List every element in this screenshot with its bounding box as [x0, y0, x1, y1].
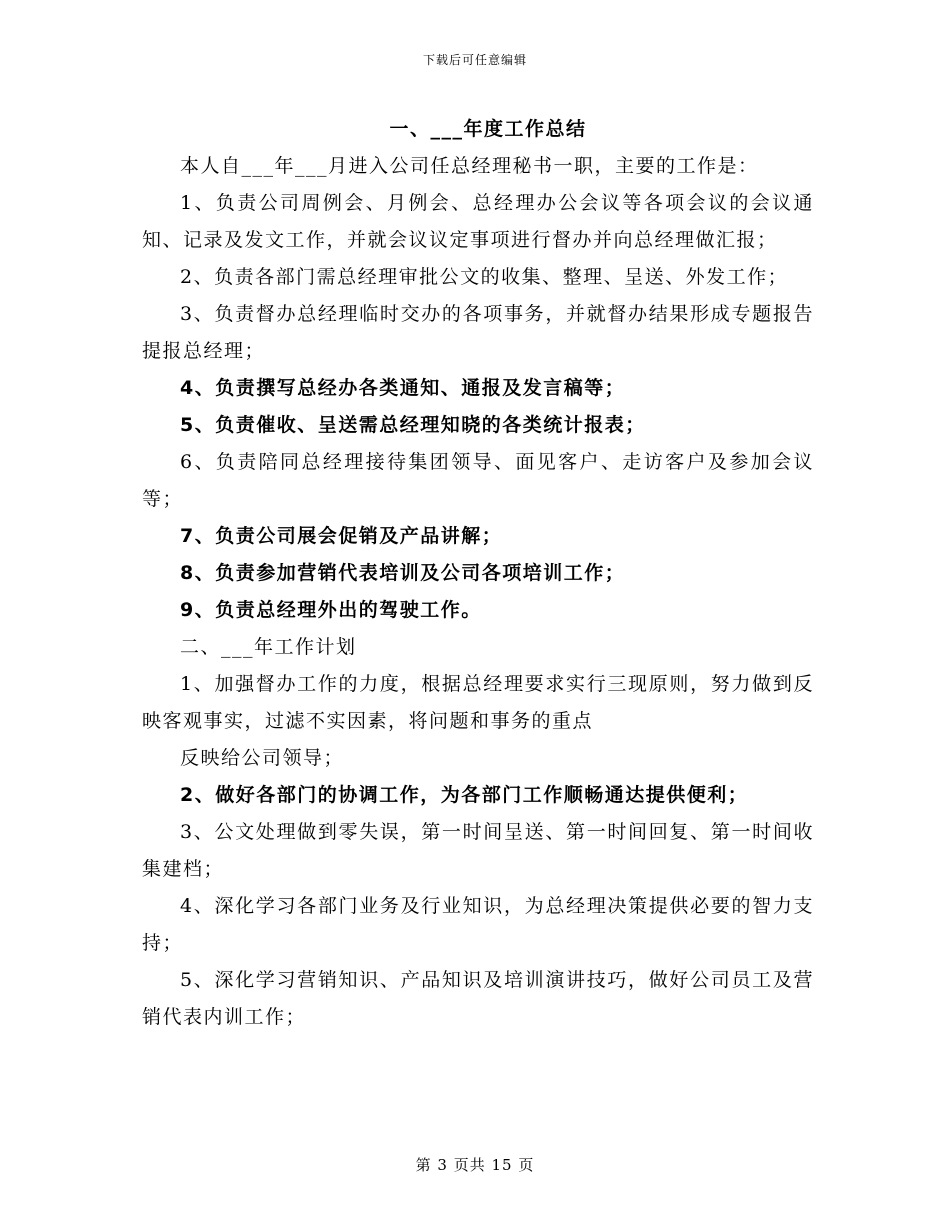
paragraph: 4、负责撰写总经办各类通知、通报及发言稿等；	[180, 377, 626, 399]
paragraph: 5、负责催收、呈送需总经理知晓的各类统计报表；	[180, 414, 646, 436]
page-footer: 第 3 页共 15 页	[415, 1156, 535, 1174]
document-body	[142, 111, 814, 1036]
paragraph: 2、负责各部门需总经理审批公文的收集、整理、呈送、外发工作；	[180, 266, 789, 288]
paragraph: 反映给公司领导；	[180, 747, 345, 769]
paragraph: 4、深化学习各部门业务及行业知识，为总经理决策提供必要的智力支持；	[142, 895, 814, 954]
paragraph: 6、负责陪同总经理接待集团领导、面见客户、走访客户及参加会议等；	[142, 451, 814, 510]
paragraph: 二、___年工作计划	[180, 636, 357, 658]
paragraph: 3、公文处理做到零失误，第一时间呈送、第一时间回复、第一时间收集建档；	[142, 821, 814, 880]
paragraph: 3、负责督办总经理临时交办的各项事务，并就督办结果形成专题报告提报总经理；	[142, 303, 814, 362]
paragraph: 1、负责公司周例会、月例会、总经理办公会议等各项会议的会议通知、记录及发文工作，并就会议议定事项进行督办并向总经理做汇报；	[142, 192, 814, 251]
page-header: 下载后可任意编辑	[422, 53, 527, 67]
paragraph: 本人自___年___月进入公司任总经理秘书一职，主要的工作是：	[180, 155, 759, 177]
paragraph: 7、负责公司展会促销及产品讲解；	[180, 525, 503, 547]
paragraph-list	[142, 148, 814, 1036]
paragraph: 2、做好各部门的协调工作，为各部门工作顺畅通达提供便利；	[180, 784, 749, 806]
paragraph: 1、加强督办工作的力度，根据总经理要求实行三现原则，努力做到反映客观事实，过滤不实因素，将问题和事务的重点	[142, 673, 814, 732]
section-title: 一、___年度工作总结	[389, 118, 587, 140]
paragraph: 9、负责总经理外出的驾驶工作。	[180, 599, 482, 621]
paragraph: 5、深化学习营销知识、产品知识及培训演讲技巧，做好公司员工及营销代表内训工作；	[142, 969, 814, 1028]
paragraph: 8、负责参加营销代表培训及公司各项培训工作；	[180, 562, 626, 584]
